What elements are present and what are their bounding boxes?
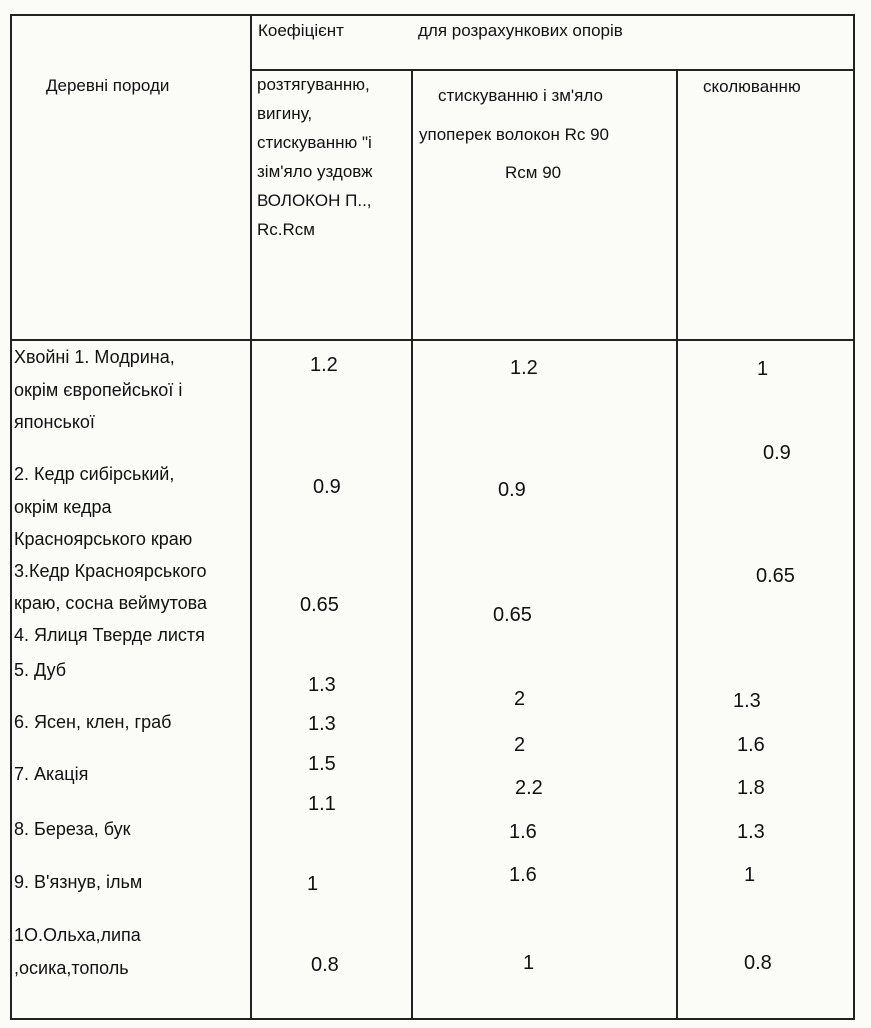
row-label-krasnoyarsk-cedar: краю, сосна веймутова — [14, 593, 207, 613]
header-col2-line: вигину, — [257, 104, 313, 123]
value-cell: 0.8 — [744, 952, 772, 974]
value-cell: 1.6 — [509, 821, 537, 843]
value-cell: 0.9 — [763, 442, 791, 464]
header-col2-line: розтягуванню, — [257, 75, 370, 94]
header-col2-text — [257, 70, 373, 244]
value-cell: 1.8 — [737, 777, 765, 799]
value-cell: 0.9 — [498, 479, 526, 501]
table-right-border — [853, 14, 855, 1020]
col3-divider — [676, 70, 678, 1020]
value-cell: 0.9 — [313, 476, 341, 498]
row-label-alder: ,осика,тополь — [14, 958, 129, 978]
value-cell: 2 — [514, 734, 526, 756]
header-col2-line: Rс.Rсм — [257, 220, 315, 239]
value-cell: 2.2 — [515, 777, 543, 799]
value-cell: 1.6 — [737, 734, 765, 756]
value-cell: 1.3 — [308, 713, 336, 735]
value-cell: 1.3 — [737, 821, 765, 843]
header-wood-species: Деревні породи — [46, 76, 170, 95]
value-cell: 1 — [523, 952, 535, 974]
value-cell: 1.3 — [308, 674, 336, 696]
header-coefficient: Коефіцієнт — [258, 21, 344, 40]
header-for-design-resistances: для розрахункових опорів — [418, 21, 623, 40]
row-label-birch: 8. Береза, бук — [14, 819, 131, 839]
header-bottom-border — [10, 339, 854, 341]
table-bottom-border — [10, 1018, 854, 1020]
row-label-siberian-cedar: 2. Кедр сибірський, — [14, 464, 175, 484]
row-label-alder: 1О.Ольха,липа — [14, 925, 141, 945]
value-cell: 1.3 — [733, 690, 761, 712]
header-shear: сколюванню — [703, 77, 801, 96]
row-label-siberian-cedar: Красноярського краю — [14, 529, 193, 549]
col1-divider — [250, 14, 252, 1020]
header-col3-line: Rсм 90 — [505, 163, 562, 182]
row-label-fir: 4. Ялиця Тверде листя — [14, 625, 205, 645]
table-left-border — [10, 14, 12, 1020]
row-label-larch: японської — [14, 412, 95, 432]
row-label-siberian-cedar: окрім кедра — [14, 497, 112, 517]
value-cell: 1.2 — [310, 354, 338, 376]
header-col3-line: упоперек волокон Rc 90 — [419, 125, 609, 144]
value-cell: 1 — [744, 864, 756, 886]
value-cell: 2 — [514, 688, 526, 710]
row-label-larch: Хвойні 1. Модрина, — [14, 347, 175, 367]
value-cell: 1 — [757, 358, 769, 380]
value-cell: 1.2 — [510, 357, 538, 379]
value-cell: 0.8 — [311, 954, 339, 976]
row-label-larch: окрім європейської і — [14, 380, 183, 400]
row-label-elm: 9. В'язнув, ільм — [14, 872, 143, 892]
row-label-krasnoyarsk-cedar: 3.Кедр Красноярського — [14, 561, 207, 581]
col2-divider — [411, 70, 413, 1020]
value-cell: 1.6 — [509, 864, 537, 886]
value-cell: 1.1 — [308, 793, 336, 815]
header-col2-line: ВОЛОКОН П.., — [257, 191, 372, 210]
header-col3-line: стискуванню і зм'яло — [438, 86, 603, 105]
row-label-acacia: 7. Акація — [14, 764, 89, 784]
value-cell: 0.65 — [493, 604, 532, 626]
value-cell: 1.5 — [308, 753, 336, 775]
row-label-ash: 6. Ясен, клен, граб — [14, 712, 172, 732]
value-cell: 0.65 — [300, 594, 339, 616]
header-col2-line: стискуванню "і — [257, 133, 372, 152]
value-cell: 0.65 — [756, 565, 795, 587]
table-top-border — [10, 14, 854, 16]
header-col2-line: зім'яло уздовж — [257, 162, 373, 181]
value-cell: 1 — [307, 873, 319, 895]
row-label-oak: 5. Дуб — [14, 660, 67, 680]
